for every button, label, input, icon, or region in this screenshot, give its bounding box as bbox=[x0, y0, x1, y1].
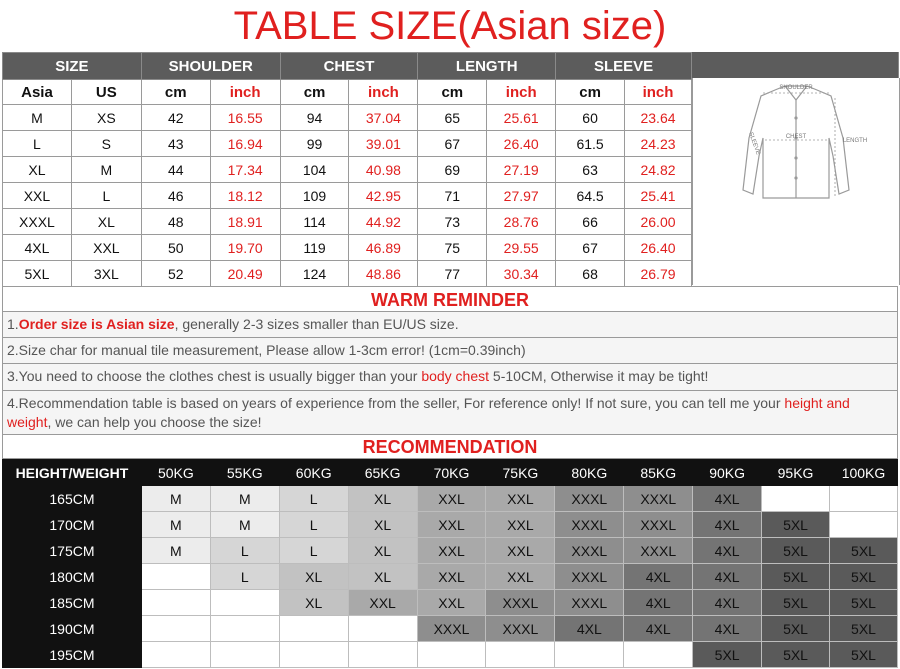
size-cell: 73 bbox=[418, 209, 487, 235]
recommended-size-cell: XXL bbox=[417, 564, 486, 590]
size-cell: 25.61 bbox=[487, 105, 556, 131]
warm-reminder-title: WARM REMINDER bbox=[2, 286, 898, 312]
subheader-cm: cm bbox=[280, 80, 349, 105]
weight-header: 60KG bbox=[279, 460, 348, 486]
recommended-size-cell: 5XL bbox=[762, 538, 830, 564]
recommended-size-cell: XL bbox=[348, 512, 417, 538]
size-cell: 46.89 bbox=[349, 235, 418, 261]
recommended-size-cell: 5XL bbox=[829, 642, 897, 668]
size-cell: 40.98 bbox=[349, 157, 418, 183]
recommended-size-cell bbox=[762, 486, 830, 512]
size-row bbox=[3, 183, 692, 209]
size-cell: 77 bbox=[418, 261, 487, 287]
recommended-size-cell: 4XL bbox=[624, 590, 693, 616]
recommended-size-cell bbox=[417, 642, 486, 668]
height-weight-corner: HEIGHT/WEIGHT bbox=[3, 460, 142, 486]
recommendation-title: RECOMMENDATION bbox=[2, 434, 898, 459]
header-size: SIZE bbox=[3, 53, 142, 80]
recommended-size-cell: 5XL bbox=[693, 642, 762, 668]
height-label: 175CM bbox=[3, 538, 142, 564]
size-cell: 71 bbox=[418, 183, 487, 209]
recommended-size-cell: XL bbox=[279, 590, 348, 616]
size-cell: 19.70 bbox=[210, 235, 280, 261]
size-cell: 27.19 bbox=[487, 157, 556, 183]
size-cell: 24.82 bbox=[625, 157, 692, 183]
size-cell: 63 bbox=[556, 157, 625, 183]
note-4-highlight-2: weight bbox=[7, 414, 48, 430]
size-cell: M bbox=[71, 157, 141, 183]
height-label: 190CM bbox=[3, 616, 142, 642]
recommended-size-cell: XXXL bbox=[486, 590, 555, 616]
subheader-us: US bbox=[71, 80, 141, 105]
size-table-body bbox=[3, 105, 692, 287]
recommended-size-cell bbox=[829, 512, 897, 538]
recommended-size-cell: 5XL bbox=[762, 564, 830, 590]
height-label: 165CM bbox=[3, 486, 142, 512]
size-cell: 27.97 bbox=[487, 183, 556, 209]
diagram-header-blank bbox=[692, 52, 899, 78]
size-cell: 37.04 bbox=[349, 105, 418, 131]
size-cell: 43 bbox=[141, 131, 210, 157]
recommended-size-cell bbox=[210, 590, 279, 616]
size-cell: 26.40 bbox=[487, 131, 556, 157]
height-label: 170CM bbox=[3, 512, 142, 538]
size-cell: 44 bbox=[141, 157, 210, 183]
size-cell: 42 bbox=[141, 105, 210, 131]
size-cell: 4XL bbox=[3, 235, 72, 261]
recommended-size-cell: XXL bbox=[417, 486, 486, 512]
recommended-size-cell bbox=[348, 616, 417, 642]
diagram-label-shoulder: SHOULDER bbox=[779, 85, 813, 91]
recommended-size-cell bbox=[279, 616, 348, 642]
reminder-note-1 bbox=[2, 312, 898, 338]
size-cell: 16.55 bbox=[210, 105, 280, 131]
size-cell: 65 bbox=[418, 105, 487, 131]
size-cell: 67 bbox=[556, 235, 625, 261]
size-cell: 42.95 bbox=[349, 183, 418, 209]
size-cell: 16.94 bbox=[210, 131, 280, 157]
size-cell: 48.86 bbox=[349, 261, 418, 287]
size-cell: M bbox=[3, 105, 72, 131]
size-cell: 46 bbox=[141, 183, 210, 209]
recommended-size-cell: 5XL bbox=[762, 616, 830, 642]
recommended-size-cell: XXXL bbox=[486, 616, 555, 642]
recommended-size-cell bbox=[279, 642, 348, 668]
reminder-note-4 bbox=[2, 391, 898, 435]
subheader-cm: cm bbox=[141, 80, 210, 105]
note-1-highlight: Order size is Asian size bbox=[18, 316, 175, 332]
weight-header: 90KG bbox=[693, 460, 762, 486]
recommended-size-cell bbox=[141, 616, 210, 642]
weight-header: 65KG bbox=[348, 460, 417, 486]
recommended-size-cell: XXXL bbox=[555, 486, 624, 512]
recommended-size-cell bbox=[210, 642, 279, 668]
header-sleeve: SLEEVE bbox=[556, 53, 692, 80]
recommendation-row bbox=[3, 642, 898, 668]
size-cell: S bbox=[71, 131, 141, 157]
size-cell: 66 bbox=[556, 209, 625, 235]
recommendation-body bbox=[3, 486, 898, 668]
recommended-size-cell: 4XL bbox=[693, 512, 762, 538]
recommended-size-cell: XL bbox=[348, 564, 417, 590]
recommended-size-cell: XXL bbox=[486, 512, 555, 538]
weight-header: 85KG bbox=[624, 460, 693, 486]
recommended-size-cell: XXL bbox=[417, 512, 486, 538]
note-3-text-b: 5-10CM, Otherwise it may be tight! bbox=[489, 368, 709, 384]
subheader-inch: inch bbox=[210, 80, 280, 105]
note-3-text-a: 3.You need to choose the clothes chest is usually bigger than your bbox=[7, 368, 422, 384]
recommended-size-cell: XXL bbox=[486, 564, 555, 590]
size-cell: 60 bbox=[556, 105, 625, 131]
recommendation-row bbox=[3, 538, 898, 564]
recommended-size-cell: L bbox=[279, 512, 348, 538]
note-1-prefix: 1. bbox=[7, 316, 19, 332]
size-cell: 25.41 bbox=[625, 183, 692, 209]
size-row bbox=[3, 209, 692, 235]
recommended-size-cell: XL bbox=[279, 564, 348, 590]
size-row bbox=[3, 131, 692, 157]
size-row bbox=[3, 105, 692, 131]
recommended-size-cell bbox=[210, 616, 279, 642]
recommended-size-cell: 5XL bbox=[829, 590, 897, 616]
recommended-size-cell: 4XL bbox=[624, 616, 693, 642]
recommendation-table bbox=[2, 459, 898, 668]
reminder-note-3 bbox=[2, 364, 898, 391]
recommended-size-cell: XXXL bbox=[555, 512, 624, 538]
subheader-cm: cm bbox=[556, 80, 625, 105]
recommended-size-cell: XL bbox=[348, 486, 417, 512]
recommended-size-cell: M bbox=[210, 486, 279, 512]
recommended-size-cell bbox=[486, 642, 555, 668]
height-label: 185CM bbox=[3, 590, 142, 616]
weight-header: 100KG bbox=[829, 460, 897, 486]
recommended-size-cell: M bbox=[141, 538, 210, 564]
note-2-text: 2.Size char for manual tile measurement, Please allow 1-3cm error! (1cm=0.39inch) bbox=[7, 342, 526, 358]
recommended-size-cell: XXXL bbox=[555, 590, 624, 616]
recommended-size-cell: L bbox=[279, 486, 348, 512]
size-cell: 61.5 bbox=[556, 131, 625, 157]
size-cell: 29.55 bbox=[487, 235, 556, 261]
recommended-size-cell: 4XL bbox=[693, 616, 762, 642]
size-cell: 52 bbox=[141, 261, 210, 287]
header-shoulder: SHOULDER bbox=[141, 53, 280, 80]
size-cell: 17.34 bbox=[210, 157, 280, 183]
page-title: TABLE SIZE(Asian size) bbox=[233, 4, 667, 48]
recommended-size-cell: XXL bbox=[486, 538, 555, 564]
size-table-sub-header bbox=[3, 80, 692, 105]
size-cell: 69 bbox=[418, 157, 487, 183]
size-row bbox=[3, 157, 692, 183]
size-row bbox=[3, 235, 692, 261]
diagram-label-length: LENGTH bbox=[842, 138, 868, 144]
recommended-size-cell bbox=[141, 564, 210, 590]
size-cell: 124 bbox=[280, 261, 349, 287]
note-1-text: , generally 2-3 sizes smaller than EU/US size. bbox=[174, 316, 459, 332]
recommended-size-cell: XXXL bbox=[417, 616, 486, 642]
size-cell: 39.01 bbox=[349, 131, 418, 157]
recommended-size-cell: XXL bbox=[348, 590, 417, 616]
recommendation-row bbox=[3, 616, 898, 642]
header-length: LENGTH bbox=[418, 53, 556, 80]
size-cell: L bbox=[71, 183, 141, 209]
recommendation-row bbox=[3, 564, 898, 590]
size-cell: 26.79 bbox=[625, 261, 692, 287]
reminder-note-2 bbox=[2, 338, 898, 364]
recommended-size-cell bbox=[829, 486, 897, 512]
shirt-outline-icon bbox=[693, 78, 899, 285]
weight-header: 55KG bbox=[210, 460, 279, 486]
subheader-cm: cm bbox=[418, 80, 487, 105]
recommended-size-cell: XXL bbox=[417, 538, 486, 564]
recommended-size-cell bbox=[555, 642, 624, 668]
subheader-inch: inch bbox=[349, 80, 418, 105]
size-table bbox=[2, 52, 692, 287]
recommended-size-cell: L bbox=[210, 564, 279, 590]
size-cell: XXL bbox=[3, 183, 72, 209]
size-cell: L bbox=[3, 131, 72, 157]
recommended-size-cell bbox=[141, 642, 210, 668]
recommended-size-cell: XXXL bbox=[624, 512, 693, 538]
recommended-size-cell: 4XL bbox=[693, 486, 762, 512]
recommendation-row bbox=[3, 590, 898, 616]
size-cell: 67 bbox=[418, 131, 487, 157]
recommended-size-cell: 5XL bbox=[829, 616, 897, 642]
recommended-size-cell: 5XL bbox=[762, 512, 830, 538]
size-cell: 20.49 bbox=[210, 261, 280, 287]
weight-header: 70KG bbox=[417, 460, 486, 486]
recommended-size-cell: L bbox=[210, 538, 279, 564]
subheader-inch: inch bbox=[487, 80, 556, 105]
recommendation-row bbox=[3, 486, 898, 512]
size-cell: 114 bbox=[280, 209, 349, 235]
size-row bbox=[3, 261, 692, 287]
size-cell: 23.64 bbox=[625, 105, 692, 131]
size-cell: 30.34 bbox=[487, 261, 556, 287]
size-cell: 99 bbox=[280, 131, 349, 157]
size-cell: 5XL bbox=[3, 261, 72, 287]
recommended-size-cell bbox=[141, 590, 210, 616]
size-cell: 68 bbox=[556, 261, 625, 287]
weight-header: 80KG bbox=[555, 460, 624, 486]
recommended-size-cell: 5XL bbox=[762, 590, 830, 616]
size-cell: XL bbox=[71, 209, 141, 235]
recommended-size-cell: M bbox=[210, 512, 279, 538]
recommended-size-cell: XL bbox=[348, 538, 417, 564]
size-cell: XXXL bbox=[3, 209, 72, 235]
header-chest: CHEST bbox=[280, 53, 418, 80]
subheader-asia: Asia bbox=[3, 80, 72, 105]
recommended-size-cell: XXXL bbox=[624, 486, 693, 512]
height-label: 180CM bbox=[3, 564, 142, 590]
recommended-size-cell: 4XL bbox=[555, 616, 624, 642]
recommended-size-cell: XXL bbox=[486, 486, 555, 512]
size-cell: 18.12 bbox=[210, 183, 280, 209]
recommended-size-cell: 5XL bbox=[829, 538, 897, 564]
recommended-size-cell: 4XL bbox=[693, 590, 762, 616]
note-4-text-b: , we can help you choose the size! bbox=[47, 414, 262, 430]
recommended-size-cell: XXXL bbox=[555, 564, 624, 590]
recommended-size-cell: M bbox=[141, 486, 210, 512]
note-4-highlight-1: height and bbox=[784, 395, 850, 411]
recommended-size-cell: 4XL bbox=[693, 564, 762, 590]
size-cell: 24.23 bbox=[625, 131, 692, 157]
recommended-size-cell bbox=[348, 642, 417, 668]
size-cell: 109 bbox=[280, 183, 349, 209]
size-cell: 64.5 bbox=[556, 183, 625, 209]
note-4-text-a: 4.Recommendation table is based on years of experience from the seller, For reference only! If not sure, you can tell me your bbox=[7, 395, 785, 411]
size-cell: 3XL bbox=[71, 261, 141, 287]
size-cell: XXL bbox=[71, 235, 141, 261]
size-cell: 44.92 bbox=[349, 209, 418, 235]
recommended-size-cell: L bbox=[279, 538, 348, 564]
size-cell: 28.76 bbox=[487, 209, 556, 235]
size-cell: 104 bbox=[280, 157, 349, 183]
diagram-label-chest: CHEST bbox=[785, 134, 807, 140]
recommended-size-cell: 5XL bbox=[829, 564, 897, 590]
recommended-size-cell: XXXL bbox=[624, 538, 693, 564]
recommended-size-cell: XXL bbox=[417, 590, 486, 616]
recommended-size-cell: M bbox=[141, 512, 210, 538]
recommended-size-cell bbox=[624, 642, 693, 668]
size-cell: 26.40 bbox=[625, 235, 692, 261]
recommended-size-cell: 4XL bbox=[624, 564, 693, 590]
size-cell: 50 bbox=[141, 235, 210, 261]
recommended-size-cell: 4XL bbox=[693, 538, 762, 564]
diagram-label-sleeve: SLEEVE bbox=[747, 131, 761, 156]
size-cell: 26.00 bbox=[625, 209, 692, 235]
size-cell: 48 bbox=[141, 209, 210, 235]
recommended-size-cell: XXXL bbox=[555, 538, 624, 564]
size-cell: 94 bbox=[280, 105, 349, 131]
recommended-size-cell: 5XL bbox=[762, 642, 830, 668]
weight-header: 95KG bbox=[762, 460, 830, 486]
size-cell: 119 bbox=[280, 235, 349, 261]
size-cell: 18.91 bbox=[210, 209, 280, 235]
size-cell: XL bbox=[3, 157, 72, 183]
weight-header: 75KG bbox=[486, 460, 555, 486]
recommendation-row bbox=[3, 512, 898, 538]
recommendation-header-row bbox=[3, 460, 898, 486]
size-table-group-header bbox=[3, 53, 692, 80]
size-cell: 75 bbox=[418, 235, 487, 261]
note-3-highlight: body chest bbox=[421, 368, 490, 384]
height-label: 195CM bbox=[3, 642, 142, 668]
subheader-inch: inch bbox=[625, 80, 692, 105]
size-cell: XS bbox=[71, 105, 141, 131]
shirt-diagram bbox=[692, 78, 900, 285]
weight-header: 50KG bbox=[141, 460, 210, 486]
